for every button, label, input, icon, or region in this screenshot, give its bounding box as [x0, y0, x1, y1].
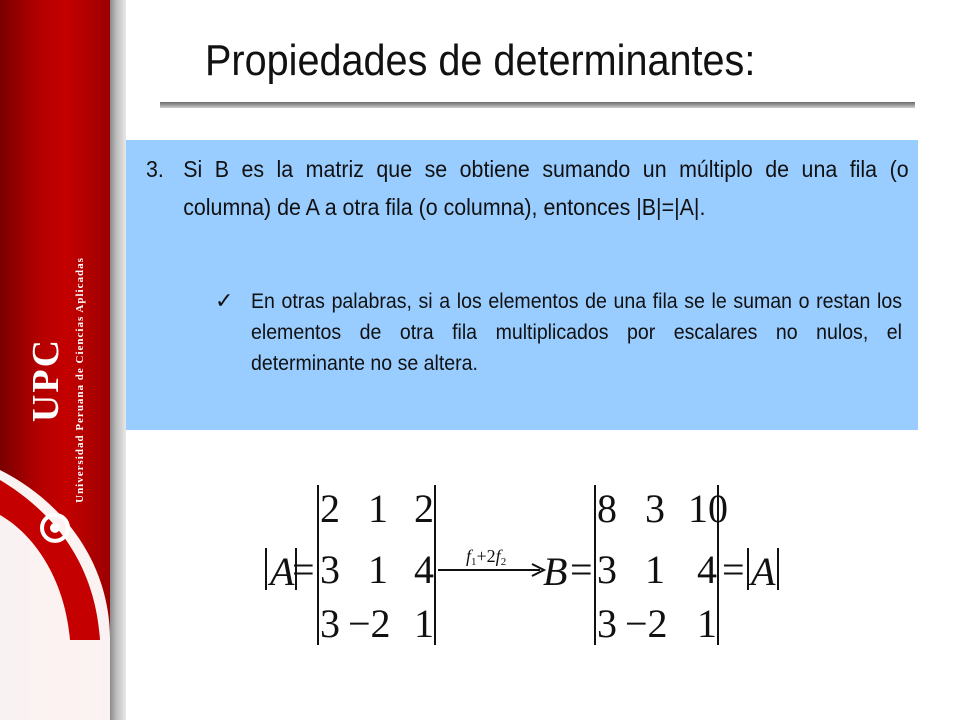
- a-cell-1-0: 3: [320, 547, 340, 592]
- brand-tagline: Universidad Peruana de Ciencias Aplicadas: [74, 257, 86, 503]
- operation-label: f1+2f2: [466, 546, 507, 568]
- label-final-a: A: [751, 549, 776, 594]
- brand-block: [24, 257, 86, 503]
- slide-title: Propiedades de determinantes:: [205, 36, 756, 85]
- b-cell-1-1: 1: [645, 547, 665, 592]
- equals-3: =: [722, 547, 745, 592]
- upc-logo-icon: [40, 513, 70, 543]
- b-cell-1-2: 4: [697, 547, 717, 592]
- a-cell-2-2: 1: [414, 601, 434, 646]
- arrow-right-icon: [532, 564, 544, 576]
- b-cell-2-2: 1: [697, 601, 717, 646]
- point-text: Si B es la matriz que se obtiene sumando un múltiplo de una fila (o columna) de A a otra fila (o columna), entonces |B|=|A|.: [183, 156, 909, 220]
- b-cell-0-1: 3: [645, 486, 665, 531]
- a-cell-2-1: −2: [348, 601, 391, 646]
- sidebar-edge: [110, 0, 126, 720]
- sidebar: [0, 0, 110, 720]
- b-cell-1-0: 3: [597, 547, 617, 592]
- brand-name: UPC: [25, 337, 67, 423]
- b-cell-2-0: 3: [597, 601, 617, 646]
- equals-1: =: [292, 547, 315, 592]
- a-cell-0-1: 1: [368, 486, 388, 531]
- checkmark-icon: ✓: [215, 288, 234, 313]
- sub-point-text: En otras palabras, si a los elementos de una fila se le suman o restan los elementos de otra fila multiplicados por escalares no nulos, el determinante no se altera.: [251, 290, 902, 375]
- b-cell-0-0: 8: [597, 486, 617, 531]
- a-cell-1-1: 1: [368, 547, 388, 592]
- point-3: [146, 150, 909, 226]
- a-cell-0-2: 2: [414, 486, 434, 531]
- label-b: B: [543, 549, 568, 594]
- point-number: 3.: [146, 156, 164, 182]
- b-cell-0-2: 10: [688, 486, 728, 531]
- a-cell-1-2: 4: [414, 547, 434, 592]
- equals-2: =: [570, 547, 593, 592]
- title-underline: [160, 102, 915, 108]
- label-a: A: [270, 549, 295, 594]
- a-cell-0-0: 2: [320, 486, 340, 531]
- a-cell-2-0: 3: [320, 601, 340, 646]
- brand-logo: [24, 257, 86, 543]
- b-cell-2-1: −2: [625, 601, 668, 646]
- sub-point: [215, 286, 951, 379]
